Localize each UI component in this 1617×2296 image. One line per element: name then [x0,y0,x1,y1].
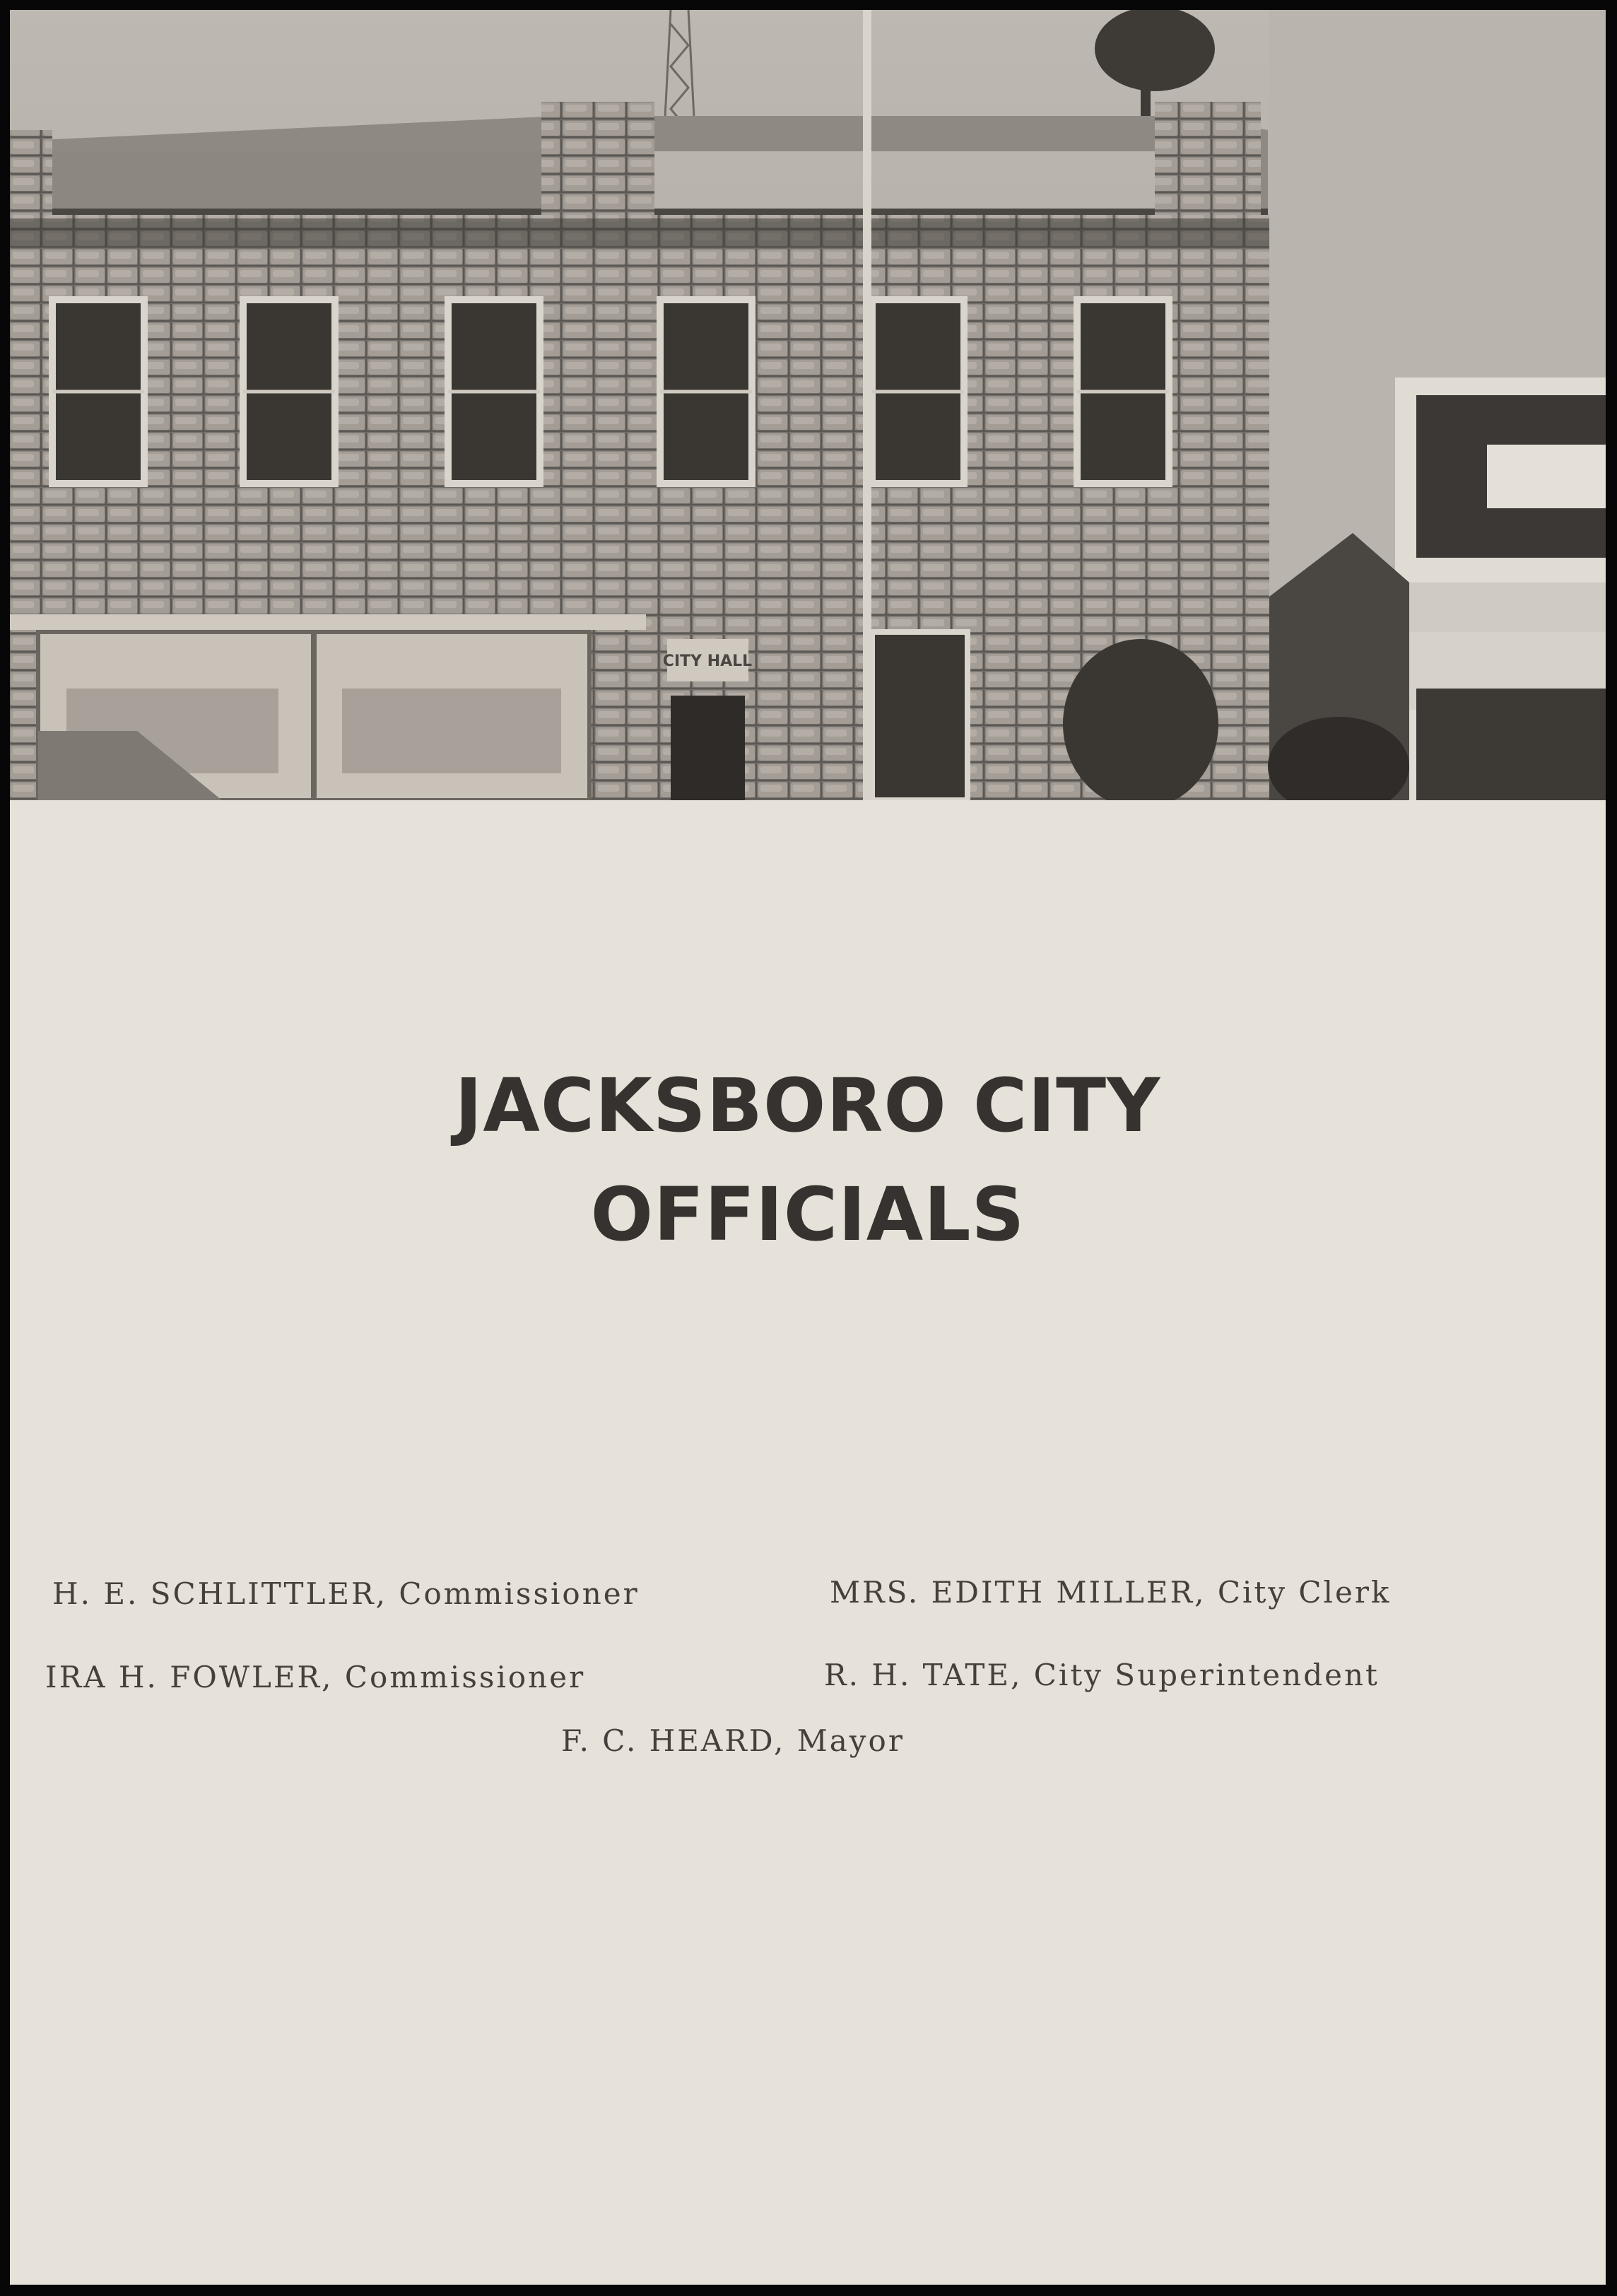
page-title-line-1: JACKSBORO CITY [454,1062,1161,1149]
yearbook-page [10,10,1606,2285]
page-title-line-2: OFFICIALS [590,1171,1025,1258]
official-city-clerk: MRS. EDITH MILLER, City Clerk [830,1575,1392,1610]
official-commissioner-schlittler: H. E. SCHLITTLER, Commissioner [52,1576,640,1611]
city-hall-sign: CITY HALL [662,652,753,670]
official-mayor: F. C. HEARD, Mayor [561,1723,905,1758]
city-hall-photo [10,10,1606,800]
official-commissioner-fowler: IRA H. FOWLER, Commissioner [45,1660,586,1694]
official-city-superintendent: R. H. TATE, City Superintendent [824,1658,1380,1692]
